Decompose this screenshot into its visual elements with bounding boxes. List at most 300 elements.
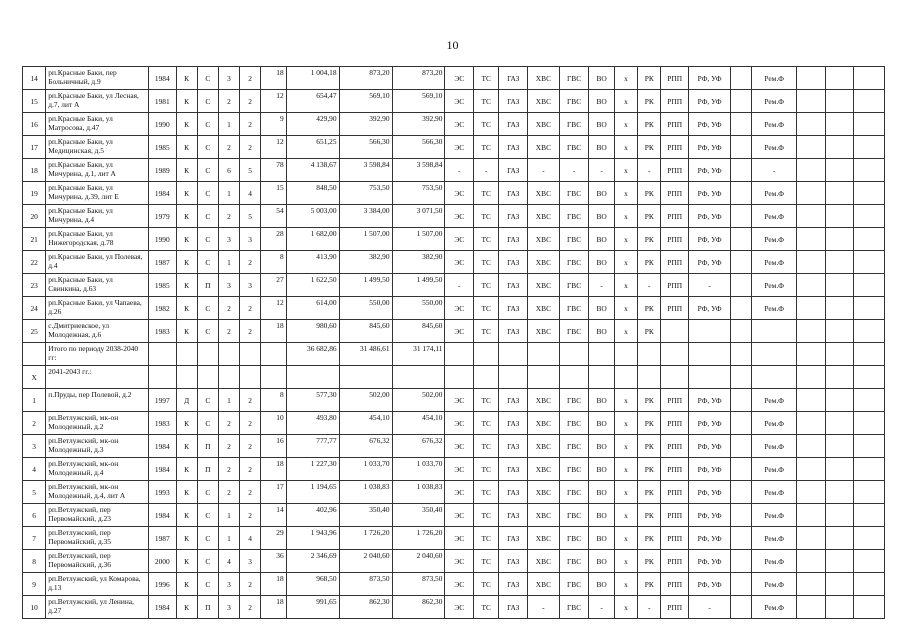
cell-vo: ВО: [589, 67, 614, 90]
cell-blank: [731, 550, 752, 573]
cell-es: ЭС: [445, 90, 474, 113]
cell-e4: [796, 251, 825, 274]
cell-hvs: ХВС: [528, 435, 560, 458]
cell-rem: -: [752, 159, 796, 182]
cell-e4: [796, 389, 825, 412]
cell-e6: [854, 596, 885, 619]
cell-e5: [825, 251, 854, 274]
cell-gaz: [499, 343, 528, 366]
cell-ts: ТС: [474, 527, 499, 550]
cell-e1: 3: [218, 67, 239, 90]
cell-e4: [796, 67, 825, 90]
cell-vo: ВО: [589, 435, 614, 458]
cell-e5: [825, 297, 854, 320]
cell-ts: ТС: [474, 504, 499, 527]
cell-vo: [589, 366, 614, 389]
cell-e2: 2: [240, 389, 261, 412]
cell-area1: 36 682,86: [286, 343, 339, 366]
cell-x: х: [614, 504, 637, 527]
cell-x: х: [614, 412, 637, 435]
cell-hvs: ХВС: [528, 251, 560, 274]
cell-e4: [796, 596, 825, 619]
cell-hvs: ХВС: [528, 297, 560, 320]
cell-rem: Рем.Ф: [752, 435, 796, 458]
cell-rf: [688, 343, 730, 366]
cell-e6: [854, 389, 885, 412]
cell-blank: [731, 67, 752, 90]
cell-rf: РФ, УФ: [688, 389, 730, 412]
cell-rk: РК: [638, 182, 661, 205]
cell-vo: ВО: [589, 412, 614, 435]
cell-e1: [218, 343, 239, 366]
cell-k: К: [176, 573, 197, 596]
cell-year: 1985: [149, 274, 177, 297]
cell-ts: ТС: [474, 481, 499, 504]
cell-e4: [796, 228, 825, 251]
cell-e5: [825, 136, 854, 159]
table-row: [23, 320, 885, 343]
table-row: [23, 573, 885, 596]
cell-e6: [854, 366, 885, 389]
cell-e6: [854, 90, 885, 113]
cell-c: П: [197, 435, 218, 458]
cell-e6: [854, 527, 885, 550]
cell-year: 1987: [149, 251, 177, 274]
cell-e1: [218, 366, 239, 389]
cell-hvs: [528, 366, 560, 389]
cell-addr: рп.Ветлужский, пер Первомайский, д.36: [46, 550, 149, 573]
housing-table: [22, 66, 885, 619]
cell-area1: 968,50: [286, 573, 339, 596]
cell-year: 1984: [149, 435, 177, 458]
cell-blank: [731, 458, 752, 481]
cell-c: С: [197, 550, 218, 573]
cell-rem: [752, 343, 796, 366]
cell-blank: [731, 435, 752, 458]
cell-rem: Рем.Ф: [752, 527, 796, 550]
cell-e1: 3: [218, 274, 239, 297]
cell-gvs: ГВС: [559, 550, 589, 573]
cell-addr: 2041-2043 гг.:: [46, 366, 149, 389]
cell-gaz: ГАЗ: [499, 481, 528, 504]
cell-area1: 493,80: [286, 412, 339, 435]
cell-e4: [796, 573, 825, 596]
cell-e2: 2: [240, 136, 261, 159]
cell-k: Д: [176, 389, 197, 412]
cell-area2: 382,90: [339, 251, 392, 274]
cell-area1: 4 138,67: [286, 159, 339, 182]
cell-rem: Рем.Ф: [752, 458, 796, 481]
cell-es: ЭС: [445, 320, 474, 343]
cell-year: 1987: [149, 527, 177, 550]
table-row: [23, 435, 885, 458]
cell-e2: 2: [240, 573, 261, 596]
cell-addr: рп.Красные Баки, ул Лесная, д.7, лит А: [46, 90, 149, 113]
cell-e1: 1: [218, 527, 239, 550]
cell-rf: РФ, УФ: [688, 90, 730, 113]
cell-e2: [240, 366, 261, 389]
cell-vo: ВО: [589, 136, 614, 159]
cell-e6: [854, 573, 885, 596]
cell-area1: 651,25: [286, 136, 339, 159]
cell-rpp: РПП: [661, 182, 689, 205]
cell-x: х: [614, 458, 637, 481]
cell-e4: [796, 320, 825, 343]
cell-rf: РФ, УФ: [688, 412, 730, 435]
cell-area1: 402,96: [286, 504, 339, 527]
cell-ts: ТС: [474, 297, 499, 320]
cell-gvs: ГВС: [559, 136, 589, 159]
cell-e2: 4: [240, 182, 261, 205]
cell-area1: 777,77: [286, 435, 339, 458]
cell-year: 1979: [149, 205, 177, 228]
cell-area1: 413,90: [286, 251, 339, 274]
cell-e1: 3: [218, 228, 239, 251]
cell-e6: [854, 67, 885, 90]
cell-year: 1982: [149, 297, 177, 320]
cell-area1: 1 682,00: [286, 228, 339, 251]
cell-rf: РФ, УФ: [688, 182, 730, 205]
cell-area3: 566,30: [392, 136, 445, 159]
cell-rem: [752, 366, 796, 389]
cell-c: С: [197, 228, 218, 251]
cell-area1: 1 004,18: [286, 67, 339, 90]
cell-e5: [825, 182, 854, 205]
cell-e5: [825, 573, 854, 596]
cell-k: К: [176, 182, 197, 205]
cell-e1: 2: [218, 320, 239, 343]
cell-rk: РК: [638, 297, 661, 320]
cell-es: ЭС: [445, 136, 474, 159]
cell-e4: [796, 412, 825, 435]
cell-blank: [731, 573, 752, 596]
cell-rk: РК: [638, 228, 661, 251]
cell-e2: 2: [240, 458, 261, 481]
cell-blank: [731, 297, 752, 320]
cell-area3: 1 726,20: [392, 527, 445, 550]
cell-area3: 550,00: [392, 297, 445, 320]
cell-gvs: ГВС: [559, 389, 589, 412]
cell-area2: 862,30: [339, 596, 392, 619]
cell-c: С: [197, 527, 218, 550]
cell-area1: 5 003,00: [286, 205, 339, 228]
cell-e3: 8: [261, 251, 286, 274]
cell-rem: Рем.Ф: [752, 113, 796, 136]
cell-no: 19: [23, 182, 46, 205]
cell-year: 1984: [149, 504, 177, 527]
cell-no: 15: [23, 90, 46, 113]
cell-addr: рп.Ветлужский, мк-он Молодежный, д.3: [46, 435, 149, 458]
cell-e4: [796, 435, 825, 458]
cell-e2: 5: [240, 205, 261, 228]
cell-es: ЭС: [445, 527, 474, 550]
cell-blank: [731, 205, 752, 228]
cell-area1: 2 346,69: [286, 550, 339, 573]
cell-k: К: [176, 228, 197, 251]
cell-ts: [474, 343, 499, 366]
cell-e3: 54: [261, 205, 286, 228]
cell-c: С: [197, 90, 218, 113]
cell-area2: 31 486,61: [339, 343, 392, 366]
cell-k: К: [176, 67, 197, 90]
cell-e1: 2: [218, 412, 239, 435]
cell-x: х: [614, 159, 637, 182]
cell-addr: рп.Красные Баки, ул Нижегородская, д.78: [46, 228, 149, 251]
cell-addr: Итого по периоду 2038-2040 гг:: [46, 343, 149, 366]
cell-rpp: [661, 320, 689, 343]
cell-area2: 676,32: [339, 435, 392, 458]
cell-addr: рп.Красные Баки, ул Матросова, д.47: [46, 113, 149, 136]
cell-rpp: РПП: [661, 389, 689, 412]
cell-blank: [731, 182, 752, 205]
cell-no: X: [23, 366, 46, 389]
cell-e4: [796, 458, 825, 481]
cell-ts: ТС: [474, 389, 499, 412]
cell-rk: РК: [638, 90, 661, 113]
cell-ts: ТС: [474, 205, 499, 228]
cell-rk: РК: [638, 412, 661, 435]
cell-addr: рп.Красные Баки, ул Чапаева, д.26: [46, 297, 149, 320]
cell-no: 2: [23, 412, 46, 435]
cell-rem: Рем.Ф: [752, 205, 796, 228]
cell-c: С: [197, 136, 218, 159]
cell-rpp: РПП: [661, 205, 689, 228]
cell-c: С: [197, 573, 218, 596]
cell-e2: 2: [240, 504, 261, 527]
cell-rpp: РПП: [661, 113, 689, 136]
cell-rk: РК: [638, 67, 661, 90]
cell-area3: 3 071,50: [392, 205, 445, 228]
cell-es: ЭС: [445, 389, 474, 412]
cell-gaz: ГАЗ: [499, 113, 528, 136]
cell-e6: [854, 136, 885, 159]
cell-no: 23: [23, 274, 46, 297]
cell-e1: 2: [218, 297, 239, 320]
cell-hvs: ХВС: [528, 458, 560, 481]
cell-e4: [796, 159, 825, 182]
cell-e4: [796, 527, 825, 550]
cell-year: 1981: [149, 90, 177, 113]
cell-rf: РФ, УФ: [688, 297, 730, 320]
cell-area2: 454,10: [339, 412, 392, 435]
cell-rem: Рем.Ф: [752, 573, 796, 596]
cell-e2: 2: [240, 412, 261, 435]
cell-blank: [731, 159, 752, 182]
cell-k: К: [176, 435, 197, 458]
cell-ts: ТС: [474, 136, 499, 159]
cell-ts: ТС: [474, 113, 499, 136]
cell-hvs: ХВС: [528, 182, 560, 205]
cell-rf: РФ, УФ: [688, 205, 730, 228]
cell-no: 4: [23, 458, 46, 481]
cell-es: ЭС: [445, 573, 474, 596]
cell-blank: [731, 251, 752, 274]
cell-e2: 5: [240, 159, 261, 182]
cell-e2: 4: [240, 527, 261, 550]
cell-e5: [825, 205, 854, 228]
table-row: [23, 136, 885, 159]
cell-addr: рп.Красные Баки, пер Больничный, д.9: [46, 67, 149, 90]
cell-blank: [731, 389, 752, 412]
cell-area2: 3 384,00: [339, 205, 392, 228]
table-row: [23, 228, 885, 251]
table-row: [23, 274, 885, 297]
cell-no: 14: [23, 67, 46, 90]
cell-c: П: [197, 596, 218, 619]
cell-gaz: ГАЗ: [499, 205, 528, 228]
cell-e3: [261, 366, 286, 389]
cell-area2: 1 033,70: [339, 458, 392, 481]
cell-e5: [825, 550, 854, 573]
cell-e4: [796, 182, 825, 205]
cell-x: х: [614, 550, 637, 573]
cell-ts: ТС: [474, 596, 499, 619]
cell-e6: [854, 504, 885, 527]
cell-e3: 27: [261, 274, 286, 297]
cell-ts: ТС: [474, 182, 499, 205]
cell-blank: [731, 136, 752, 159]
cell-e2: 2: [240, 297, 261, 320]
cell-e4: [796, 90, 825, 113]
cell-gaz: ГАЗ: [499, 527, 528, 550]
cell-area2: 1 038,83: [339, 481, 392, 504]
cell-e4: [796, 550, 825, 573]
cell-ts: ТС: [474, 573, 499, 596]
cell-e3: 14: [261, 504, 286, 527]
cell-x: х: [614, 573, 637, 596]
cell-gaz: ГАЗ: [499, 136, 528, 159]
cell-e6: [854, 343, 885, 366]
cell-hvs: ХВС: [528, 67, 560, 90]
cell-rem: Рем.Ф: [752, 274, 796, 297]
cell-x: [614, 343, 637, 366]
cell-rpp: РПП: [661, 274, 689, 297]
cell-rem: Рем.Ф: [752, 596, 796, 619]
cell-k: [176, 343, 197, 366]
cell-blank: [731, 504, 752, 527]
cell-year: 1989: [149, 159, 177, 182]
cell-e2: 3: [240, 228, 261, 251]
cell-vo: ВО: [589, 251, 614, 274]
cell-k: К: [176, 504, 197, 527]
cell-area1: 1 622,50: [286, 274, 339, 297]
cell-ts: ТС: [474, 320, 499, 343]
cell-addr: рп.Ветлужский, пер Первомайский, д.23: [46, 504, 149, 527]
cell-rf: РФ, УФ: [688, 228, 730, 251]
cell-e5: [825, 159, 854, 182]
cell-year: 1993: [149, 481, 177, 504]
cell-blank: [731, 366, 752, 389]
cell-e6: [854, 274, 885, 297]
cell-year: 1983: [149, 320, 177, 343]
cell-x: х: [614, 435, 637, 458]
cell-e2: 2: [240, 67, 261, 90]
cell-k: К: [176, 90, 197, 113]
cell-vo: ВО: [589, 458, 614, 481]
cell-area3: 1 499,50: [392, 274, 445, 297]
cell-gaz: ГАЗ: [499, 435, 528, 458]
cell-blank: [731, 90, 752, 113]
cell-e5: [825, 90, 854, 113]
cell-gvs: [559, 343, 589, 366]
cell-rk: РК: [638, 527, 661, 550]
cell-e3: 12: [261, 136, 286, 159]
cell-e3: 17: [261, 481, 286, 504]
cell-rpp: РПП: [661, 251, 689, 274]
cell-k: К: [176, 320, 197, 343]
cell-es: ЭС: [445, 113, 474, 136]
cell-hvs: ХВС: [528, 320, 560, 343]
cell-vo: ВО: [589, 182, 614, 205]
cell-addr: рп.Ветлужский, мк-он Молодежный, д.4: [46, 458, 149, 481]
cell-e5: [825, 320, 854, 343]
cell-no: 17: [23, 136, 46, 159]
cell-e2: 2: [240, 113, 261, 136]
cell-rf: РФ, УФ: [688, 550, 730, 573]
cell-area1: 1 194,65: [286, 481, 339, 504]
cell-area3: 2 040,60: [392, 550, 445, 573]
cell-area2: 1 499,50: [339, 274, 392, 297]
cell-e6: [854, 550, 885, 573]
cell-rk: РК: [638, 389, 661, 412]
cell-rf: РФ, УФ: [688, 435, 730, 458]
cell-k: К: [176, 481, 197, 504]
cell-rpp: РПП: [661, 90, 689, 113]
cell-ts: ТС: [474, 90, 499, 113]
cell-e6: [854, 435, 885, 458]
cell-rk: РК: [638, 458, 661, 481]
cell-blank: [731, 274, 752, 297]
cell-k: К: [176, 527, 197, 550]
cell-no: 18: [23, 159, 46, 182]
cell-e1: 1: [218, 389, 239, 412]
cell-e5: [825, 527, 854, 550]
cell-rem: Рем.Ф: [752, 90, 796, 113]
cell-vo: ВО: [589, 504, 614, 527]
cell-blank: [731, 343, 752, 366]
cell-no: 22: [23, 251, 46, 274]
cell-rf: -: [688, 596, 730, 619]
cell-e5: [825, 596, 854, 619]
cell-e4: [796, 136, 825, 159]
cell-k: К: [176, 251, 197, 274]
cell-area2: 3 598,84: [339, 159, 392, 182]
cell-ts: ТС: [474, 458, 499, 481]
cell-c: [197, 343, 218, 366]
cell-rpp: РПП: [661, 297, 689, 320]
cell-gvs: ГВС: [559, 573, 589, 596]
cell-area2: 873,50: [339, 573, 392, 596]
cell-c: С: [197, 481, 218, 504]
cell-vo: ВО: [589, 228, 614, 251]
cell-area2: 1 507,00: [339, 228, 392, 251]
cell-hvs: -: [528, 596, 560, 619]
cell-area2: 550,00: [339, 297, 392, 320]
cell-es: ЭС: [445, 297, 474, 320]
cell-e1: 3: [218, 596, 239, 619]
cell-rk: -: [638, 159, 661, 182]
cell-e5: [825, 458, 854, 481]
cell-gaz: [499, 366, 528, 389]
cell-gaz: ГАЗ: [499, 251, 528, 274]
cell-hvs: ХВС: [528, 412, 560, 435]
cell-hvs: ХВС: [528, 205, 560, 228]
cell-addr: рп.Ветлужский, ул Ленина, д.27: [46, 596, 149, 619]
cell-year: [149, 366, 177, 389]
cell-addr: рп.Красные Баки, ул Мичурина, д.39, лит Е: [46, 182, 149, 205]
cell-gvs: ГВС: [559, 412, 589, 435]
cell-blank: [731, 412, 752, 435]
